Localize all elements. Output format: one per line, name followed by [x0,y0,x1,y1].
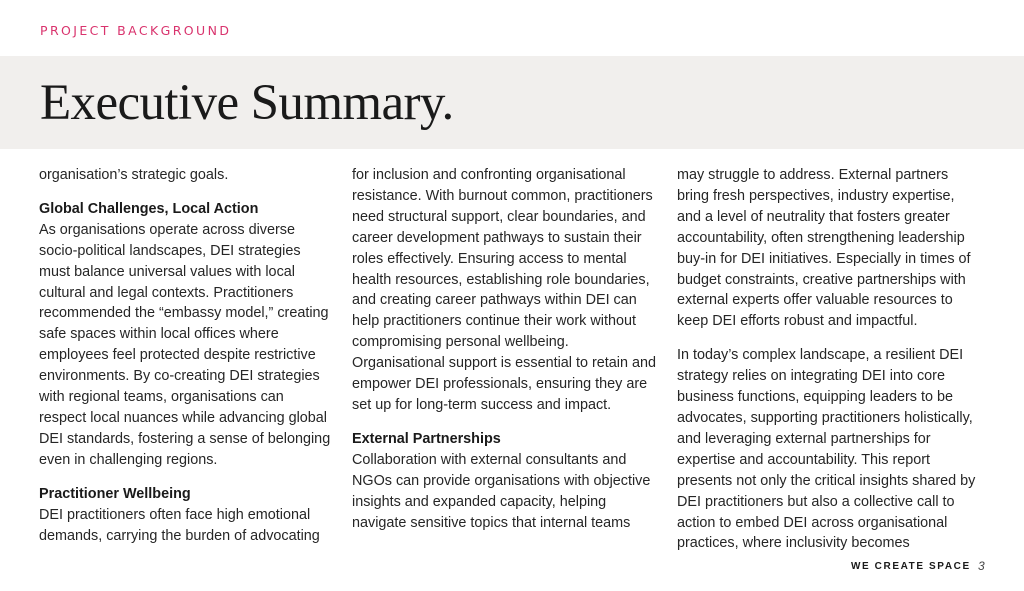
section-heading: Global Challenges, Local Action [39,200,259,217]
text-column-1 [39,165,334,559]
text-column-3 [677,165,982,567]
text-column-2 [352,165,662,546]
section-eyebrow: PROJECT BACKGROUND [40,23,232,38]
footer-brand: WE CREATE SPACE [851,561,971,572]
paragraph: In today’s complex landscape, a resilient DEI strategy relies on integrating DEI into core business functions, equipping leaders to be advocates, supporting practitioners holistically, and leveraging external partnerships for expertise and accountability. This report presents not only the critical insights shared by DEI practitioners but also a collective call to action to embed DEI across organisational practices, where inclusivity becomes [677,347,976,552]
page-number: 3 [978,559,985,573]
paragraph: organisation’s strategic goals. [39,167,229,183]
paragraph: may struggle to address. External partners bring fresh perspectives, industry expertise, and a level of neutrality that fosters greater accountability, often strengthening leadership buy-in for DEI initiatives. Especially in times of budget constraints, creative partnerships with external experts offer valuable resources to keep DEI efforts robust and impactful. [677,167,971,330]
section-heading: External Partnerships [352,430,501,447]
paragraph: for inclusion and confronting organisational resistance. With burnout common, practitioners need structural support, clear boundaries, and career development pathways to sustain their roles effectively. Ensuring access to mental health resources, establishing role boundaries, and creating career pathways within DEI can help practitioners continue their work without compromising personal wellbeing. Organisational support is essential to retain and empower DEI professionals, ensuring they are set up for long-term success and impact. [352,167,656,413]
paragraph: As organisations operate across diverse socio-political landscapes, DEI strategies must balance universal values with local cultural and legal contexts. Practitioners recommended the “embassy model,” creating safe spaces within local offices where employees feel protected despite restrictive environments. By co-creating DEI strategies with regional teams, organisations can respect local nuances while advancing global DEI standards, fostering a sense of belonging even in challenging regions. [39,221,331,468]
paragraph: DEI practitioners often face high emotional demands, carrying the burden of advocating [39,506,320,544]
paragraph: Collaboration with external consultants and NGOs can provide organisations with objective insights and expanded capacity, helping navigate sensitive topics that internal teams [352,451,651,531]
section-heading: Practitioner Wellbeing [39,485,191,502]
page-title: Executive Summary. [40,75,454,131]
